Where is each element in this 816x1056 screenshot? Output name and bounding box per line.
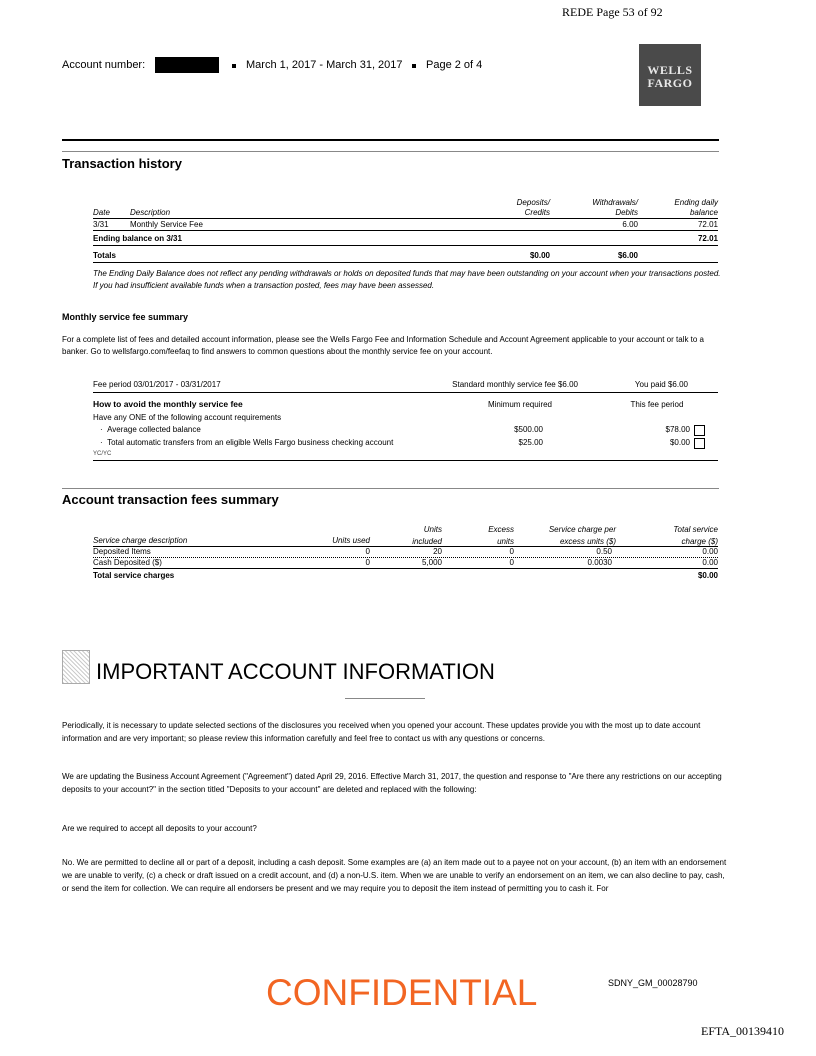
requirement-row	[100, 438, 393, 447]
requirement-actual: $0.00	[669, 438, 690, 447]
ending-balance-label: Ending balance on 3/31	[93, 234, 182, 243]
requirement-label: Average collected balance	[107, 425, 201, 434]
bullet-icon	[412, 64, 416, 68]
fee-row-used: 0	[365, 558, 370, 567]
confidential-stamp: CONFIDENTIAL	[266, 972, 538, 1013]
fees-col-total	[640, 524, 718, 548]
fee-row-total: 0.00	[702, 558, 718, 567]
col-withdrawals-header	[566, 198, 638, 218]
fee-row-included: 5,000	[421, 558, 442, 567]
bullet-dot-icon: ·	[100, 438, 108, 447]
fees-col-included-line2: included	[412, 537, 442, 546]
ending-balance-note: The Ending Daily Balance does not reflect any pending withdrawals or holds on deposited funds that may have been outstanding on your account when your transactions posted. If you had insufficient available funds when a transaction posted, fees may have been assessed.	[93, 269, 721, 290]
col-ending-line2: balance	[689, 208, 718, 217]
fee-rule	[93, 392, 718, 393]
col-desc-header: Description	[130, 208, 171, 217]
fees-col-included-line1: Units	[423, 525, 442, 534]
txn-date: 3/31	[93, 220, 109, 229]
fee-row-included: 20	[433, 547, 442, 556]
col-ending-line1: Ending daily	[674, 198, 718, 207]
rede-page-label: REDE Page 53 of 92	[562, 5, 663, 19]
checkbox-icon	[694, 425, 705, 436]
logo-line2: FARGO	[647, 76, 693, 90]
col-ending-header	[640, 198, 718, 218]
fees-col-excess	[470, 524, 514, 548]
fees-col-used: Units used	[332, 536, 370, 545]
fees-col-excess-line2: units	[497, 537, 514, 546]
important-underline	[345, 698, 425, 699]
fee-period: Fee period 03/01/2017 - 03/31/2017	[93, 380, 221, 389]
fee-code: YC/YC	[93, 451, 112, 457]
fees-col-per-line1: Service charge per	[548, 525, 616, 534]
ending-balance-value: 72.01	[697, 234, 718, 243]
monthly-fee-intro: For a complete list of fees and detailed account information, please see the Wells Fargo Fee and Information Schedule and Account Agreement applicable to your account or talk to a banker. Go to wellsfargo.com/feefaq to find answers to common questions about the monthly service fee on your account.	[62, 335, 705, 356]
redaction-box	[155, 57, 219, 73]
monthly-fee-title: Monthly service fee summary	[62, 312, 189, 322]
fee-row-desc: Cash Deposited ($)	[93, 558, 162, 567]
fees-col-per	[520, 524, 616, 548]
fee-row-total: 0.00	[702, 547, 718, 556]
important-p2: We are updating the Business Account Agreement ("Agreement") dated April 29, 2016. Effective March 31, 2017, the question and response to "Are there any restrictions on our accepting deposits to your account?" in the section titled "Deposits to your account" are deleted and replaced with the following:	[62, 772, 722, 794]
col-withdrawals-line2: Debits	[615, 208, 638, 217]
fees-col-excess-line1: Excess	[488, 525, 514, 534]
th-rule	[93, 218, 718, 219]
totals-label: Totals	[93, 251, 116, 260]
section-rule	[62, 488, 719, 489]
fees-col-total-line1: Total service	[673, 525, 718, 534]
row-rule	[93, 230, 718, 231]
requirement-min: $25.00	[518, 438, 543, 447]
col-deposits-line2: Credits	[524, 208, 550, 217]
txn-desc: Monthly Service Fee	[130, 220, 203, 229]
section-rule	[62, 151, 719, 152]
important-p1: Periodically, it is necessary to update selected sections of the disclosures you received when you opened your account. These updates provide you with the most up to date account information and are very important; so please review this information carefully and feel free to contact us with any questions or concerns.	[62, 721, 701, 743]
txn-fees-title: Account transaction fees summary	[62, 492, 279, 507]
totals-debits: $6.00	[617, 251, 638, 260]
you-paid: You paid $6.00	[634, 380, 688, 389]
totals-credits: $0.00	[529, 251, 550, 260]
important-title: IMPORTANT ACCOUNT INFORMATION	[96, 659, 495, 684]
statement-period: March 1, 2017 - March 31, 2017	[246, 59, 403, 71]
have-any-one: Have any ONE of the following account requirements	[93, 413, 282, 422]
requirement-min: $500.00	[514, 425, 543, 434]
col-withdrawals-line1: Withdrawals/	[592, 198, 638, 207]
header-rule	[62, 139, 719, 141]
total-service-charges-label: Total service charges	[93, 571, 175, 580]
fee-row-excess: 0	[509, 547, 514, 556]
fees-rule	[93, 568, 718, 569]
hatched-box-icon	[62, 650, 90, 684]
row-rule	[93, 245, 718, 246]
page-indicator: Page 2 of 4	[426, 59, 483, 71]
requirement-label: Total automatic transfers from an eligible Wells Fargo business checking account	[107, 438, 394, 447]
fees-col-total-line2: charge ($)	[681, 537, 718, 546]
transaction-history-title: Transaction history	[62, 156, 182, 171]
checkbox-icon	[694, 438, 705, 449]
total-service-charges-value: $0.00	[697, 571, 718, 580]
fee-rule	[93, 460, 718, 461]
col-deposits-line1: Deposits/	[516, 198, 550, 207]
wells-fargo-logo	[639, 44, 701, 106]
min-required: Minimum required	[487, 400, 553, 409]
how-to-avoid: How to avoid the monthly service fee	[93, 399, 243, 409]
txn-debit: 6.00	[622, 220, 638, 229]
important-p3: Are we required to accept all deposits to your account?	[62, 824, 257, 833]
fee-row-per: 0.50	[596, 547, 612, 556]
fee-row-per: 0.0030	[587, 558, 612, 567]
efta-number: EFTA_00139410	[701, 1024, 785, 1038]
txn-balance: 72.01	[697, 220, 718, 229]
requirement-row	[100, 425, 201, 434]
fee-row-used: 0	[365, 547, 370, 556]
bullet-icon	[232, 64, 236, 68]
row-rule	[93, 262, 718, 263]
col-date-header: Date	[93, 208, 110, 217]
fee-row-desc: Deposited Items	[93, 547, 151, 556]
bullet-dot-icon: ·	[100, 425, 108, 434]
logo-line1: WELLS	[647, 63, 693, 77]
fee-row-excess: 0	[509, 558, 514, 567]
col-deposits-header	[480, 198, 550, 218]
account-number-label: Account number:	[62, 59, 146, 71]
fees-col-included	[400, 524, 442, 548]
bates-number: SDNY_GM_00028790	[608, 978, 698, 988]
this-fee-period: This fee period	[630, 400, 684, 409]
requirement-actual: $78.00	[665, 425, 690, 434]
important-p4: No. We are permitted to decline all or part of a deposit, including a cash deposit. Some examples are (a) an item made out to a payee not on your account, (b) an item with an endorsement we are unable to verify, (c) a check or draft issued on a credit account, and (d) a non-U.S. item. When we are unable to verify an endorsement on an item, we can also decline to pay, cash, or send the item for collection. We can require all endorsers be present and we may require you to deposit the item instead of permitting you to cash it. For	[62, 858, 727, 893]
standard-fee: Standard monthly service fee $6.00	[452, 380, 578, 389]
fees-col-per-line2: excess units ($)	[559, 537, 616, 546]
fees-col-desc: Service charge description	[93, 536, 188, 545]
